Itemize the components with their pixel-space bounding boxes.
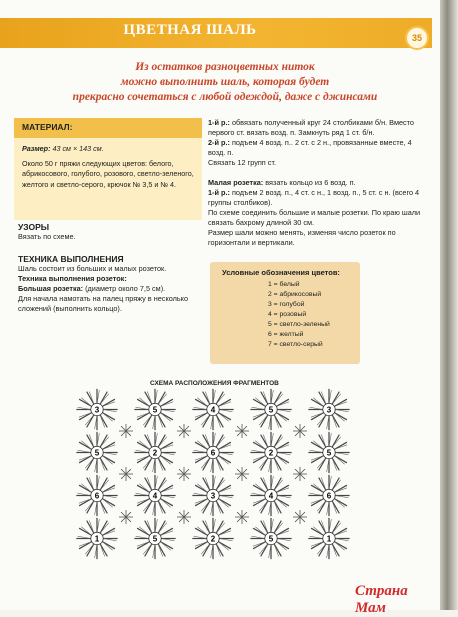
- rosette-label: 5: [268, 405, 274, 415]
- rosette: [308, 518, 349, 559]
- row2-label: 2-й р.:: [208, 138, 230, 147]
- small-rosette: [119, 467, 133, 481]
- small-rosette: [208, 178, 423, 188]
- rosette: [76, 518, 117, 559]
- small-rosette: [177, 510, 191, 524]
- header-bar: [0, 18, 432, 48]
- small-rosette: [235, 510, 249, 524]
- small-row1-label: 1-й р.:: [208, 188, 230, 197]
- legend-list: [268, 280, 330, 350]
- small-row1-text: подъем 2 возд. п., 4 ст. с н., 1 возд. п., 5 ст. с н. (всего 4 группы столбиков).: [208, 188, 420, 207]
- intro-line: можно выполнить шаль, которая будет: [120, 76, 330, 88]
- rosette: [192, 389, 233, 430]
- small-rosette: [119, 424, 133, 438]
- rosette-label: 5: [326, 448, 332, 458]
- legend-item: 2 = абрикосовый: [268, 291, 322, 298]
- rosette-label: 5: [94, 448, 100, 458]
- rosette-label: 3: [94, 405, 100, 415]
- rosette-label: 3: [210, 491, 216, 501]
- rosette: [250, 475, 291, 516]
- rosette: [134, 475, 175, 516]
- rosette: [308, 432, 349, 473]
- intro-line: прекрасно сочетаться с любой одеждой, даже с джинсами: [72, 91, 378, 103]
- intro-text: [60, 60, 390, 105]
- rosette-label: 6: [210, 448, 216, 458]
- rosette-label: 5: [152, 534, 158, 544]
- scheme-title: СХЕМА РАСПОЛОЖЕНИЯ ФРАГМЕНТОВ: [150, 380, 279, 387]
- row2-text2: Связать 12 групп ст.: [208, 158, 276, 167]
- small-rosette-text: вязать кольцо из 6 возд. п.: [263, 178, 356, 187]
- row2: [208, 138, 423, 158]
- rosette-label: 1: [94, 534, 100, 544]
- left-column: [18, 218, 203, 314]
- watermark: Страна Мам: [355, 583, 408, 616]
- rosette-label: 1: [326, 534, 332, 544]
- small-rosette: [177, 467, 191, 481]
- rosette-label: 4: [210, 405, 216, 415]
- rosette: [308, 475, 349, 516]
- rosette: [134, 389, 175, 430]
- rosette-heading: Техника выполнения розеток:: [18, 274, 127, 283]
- small-rosette: [293, 424, 307, 438]
- legend-title: Условные обозначения цветов:: [222, 268, 340, 277]
- rosette: [250, 432, 291, 473]
- legend-item: 1 = белый: [268, 281, 300, 288]
- small-rosette: [293, 510, 307, 524]
- big-rosette-text: (диаметр около 7,5 см).: [83, 284, 166, 293]
- intro-line: Из остатков разноцветных ниток: [135, 61, 315, 73]
- rosette: [192, 432, 233, 473]
- small-rosette: [177, 424, 191, 438]
- rosette-label: 4: [152, 491, 158, 501]
- legend-item: 4 = розовый: [268, 311, 307, 318]
- size-value: 43 см × 143 см.: [52, 144, 104, 153]
- rosette-label: 2: [210, 534, 216, 544]
- rosette: [250, 518, 291, 559]
- rosette-label: 6: [326, 491, 332, 501]
- rosette: [308, 389, 349, 430]
- rosette: [250, 389, 291, 430]
- patterns-text: Вязать по схеме.: [18, 232, 76, 241]
- small-rosette-label: Малая розетка:: [208, 178, 264, 187]
- rosette: [192, 475, 233, 516]
- patterns-heading: УЗОРЫ: [18, 222, 50, 232]
- small-rosette: [293, 467, 307, 481]
- big-rosette-text2: Для начала намотать на палец пряжу в несколько сложений (выполнить кольцо).: [18, 294, 189, 313]
- material-text: Около 50 г пряжи следующих цветов: белого, абрикосового, голубого, розового, светло-зеленого, желтого и светло-серого, крючок № 3,5 и № 4.: [22, 158, 194, 189]
- rosette-label: 2: [268, 448, 274, 458]
- page-edge: [440, 0, 458, 610]
- technique-heading: ТЕХНИКА ВЫПОЛНЕНИЯ: [18, 254, 124, 264]
- small-rosette: [235, 424, 249, 438]
- technique-text: Шаль состоит из больших и малых розеток.: [18, 264, 167, 273]
- small-row1: [208, 188, 423, 208]
- rosette: [76, 389, 117, 430]
- rosette: [192, 518, 233, 559]
- small-rosette: [235, 467, 249, 481]
- page-number-badge: 35: [405, 26, 429, 50]
- row1-label: 1-й р.:: [208, 118, 230, 127]
- rosette-label: 5: [268, 534, 274, 544]
- big-rosette-label: Большая розетка:: [18, 284, 84, 293]
- material-heading: МАТЕРИАЛ:: [22, 122, 73, 132]
- rosette-label: 2: [152, 448, 158, 458]
- material-heading-bar: [14, 118, 202, 138]
- legend-item: 5 = светло-зеленый: [268, 321, 330, 328]
- rosette-label: 5: [152, 405, 158, 415]
- row1-text: обвязать полученный круг 24 столбиками б/н. Вместо первого ст. вязать возд. п. Замкнуть ряд 1 ст. б/н.: [208, 118, 414, 137]
- assembly-text: По схеме соединить большие и малые розетки. По краю шали связать бахрому длиной 30 см.: [208, 208, 421, 227]
- row1: [208, 118, 423, 138]
- rosette: [134, 432, 175, 473]
- page-title: ЦВЕТНАЯ ШАЛЬ: [123, 22, 257, 38]
- rosette: [76, 432, 117, 473]
- legend-item: 3 = голубой: [268, 301, 305, 308]
- size-line: [22, 144, 194, 155]
- rosette-layout-diagram: [68, 388, 358, 560]
- right-column: [208, 118, 423, 248]
- rosette: [134, 518, 175, 559]
- small-rosette: [119, 510, 133, 524]
- big-rosette-line: [18, 284, 203, 294]
- rosette: [76, 475, 117, 516]
- rosette-label: 3: [326, 405, 332, 415]
- legend-item: 7 = светло-серый: [268, 341, 323, 348]
- rosette-label: 4: [268, 491, 274, 501]
- size-note: Размер шали можно менять, изменяя число розеток по горизонтали и вертикали.: [208, 228, 396, 247]
- rosette-label: 6: [94, 491, 100, 501]
- material-box: [14, 138, 202, 220]
- size-label: Размер:: [22, 144, 51, 153]
- row2-text: подъем 4 возд. п.. 2 ст. с 2 н., провязанные вместе, 4 возд. п.: [208, 138, 412, 157]
- color-legend: [210, 262, 360, 364]
- legend-item: 6 = желтый: [268, 331, 304, 338]
